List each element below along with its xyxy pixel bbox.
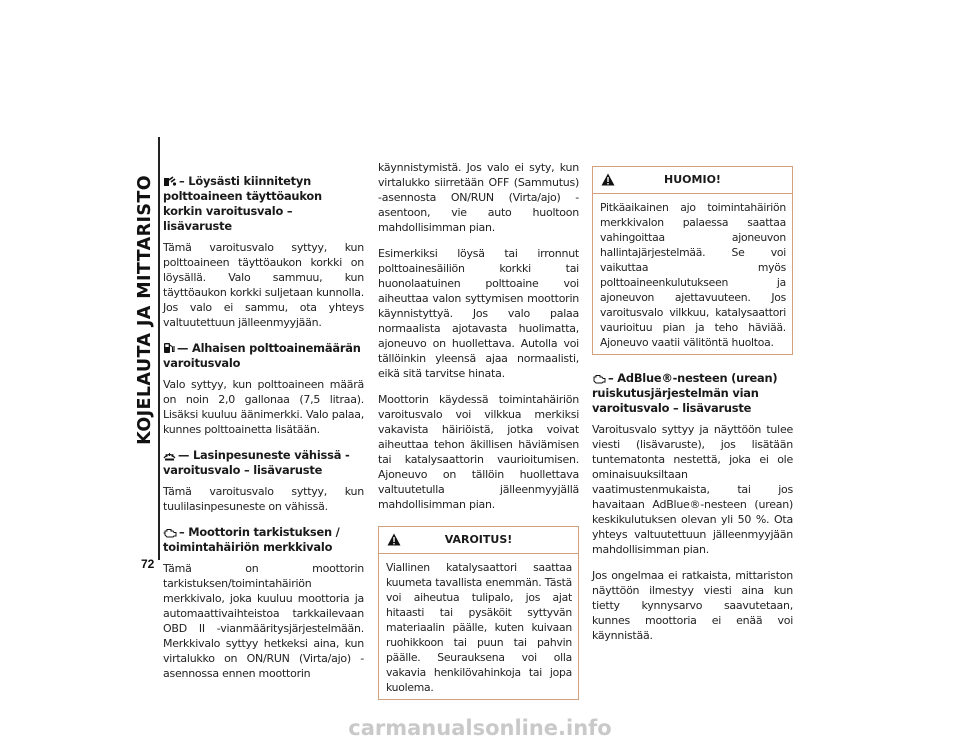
notice-title: HUOMIO! <box>664 173 721 186</box>
fuel-pump-icon <box>163 341 175 354</box>
section-heading: — Alhaisen polttoainemäärän varoitusvalo <box>163 341 361 370</box>
watermark: carmanualsonline.info <box>348 716 612 740</box>
section-body: Tämä on moottorin tarkistuksen/toimintahäiriön merkkivalo, joka kuuluu moottoria ja automaattivaihteistoa tarkkailevaan OBD II -vianmääritysjärjestelmään. Merkkivalo syttyy hetkeksi aina, kun virtalukko on ON/RUN (Virta/ajo) -asennossa ennen moottorin <box>163 562 364 680</box>
chapter-title: KOJELAUTA JA MITTARISTO <box>135 175 155 445</box>
section-heading: – Moottorin tarkistuksen / toimintahäiriön merkkivalo <box>163 525 340 554</box>
warning-header <box>379 527 578 554</box>
warning-box <box>378 526 579 700</box>
page-number: 72 <box>141 557 155 571</box>
column-right <box>592 174 793 654</box>
notice-text: Pitkäaikainen ajo toimintahäiriön merkkivalon palaessa saattaa vahingoittaa ajoneuvon hallintajärjestelmää. Se voi vaikuttaa myös polttoaineenkulutukseen ja ajoneuvon ajettavuuteen. Jos varoitusvalo vilkkuu, katalysaattori vaurioituu pian ja teho häviää. Ajoneuvo vaatii välitöntä huoltoa. <box>600 201 786 349</box>
notice-header <box>593 167 792 194</box>
caution-triangle-icon <box>601 173 615 186</box>
warning-triangle-icon <box>387 533 401 546</box>
section-body: Tämä varoitusvalo syttyy, kun polttoaineen täyttöaukon korkki on löysällä. Valo sammuu, kun täyttöaukon korkki suljetaan kunnolla. Jos valo ei sammu, ota yhteys valtuutettuun jälleenmyyjään. <box>163 241 364 329</box>
column-left <box>163 174 364 692</box>
paragraph: käynnistymistä. Jos valo ei syty, kun virtalukko siirretään OFF (Sammutus) -asennosta ON/RUN (Virta/ajo) -asentoon, vie auto huoltoon mahdollisimman pian. <box>378 161 579 234</box>
section-body: Valo syttyy, kun polttoaineen määrä on noin 2,0 gallonaa (7,5 litraa). Lisäksi kuuluu äänimerkki. Valo palaa, kunnes polttoainetta lisätään. <box>163 378 364 436</box>
chapter-sidebar <box>130 175 160 545</box>
column-middle <box>378 160 579 712</box>
paragraph: Esimerkiksi löysä tai irronnut polttoainesäiliön korkki tai huonolaatuinen polttoaine voi aiheuttaa valon syttymisen moottorin käynnistyttyä. Jos valo palaa normaalista ajotavasta huolimatta, ajoneuvo on huollettava. Autolla voi tällöinkin yleensä ajaa normaalisti, eikä sitä tarvitse hinata. <box>378 247 579 380</box>
section-body: Jos ongelmaa ei ratkaista, mittariston näyttöön ilmestyy viesti aina kun tietty kynnysarvo saavutetaan, kunnes moottoria ei enää voi käynnistää. <box>592 569 793 642</box>
section-heading: – Löysästi kiinnitetyn polttoaineen täyttöaukon korkin varoitusvalo – lisävaruste <box>163 174 322 233</box>
warning-title: VAROITUS! <box>444 533 513 546</box>
fuel-cap-icon <box>163 175 177 187</box>
warning-text: Viallinen katalysaattori saattaa kuumeta tavallista enemmän. Tästä voi aiheutua tulipalo, jos ajat hitaasti tai pysäköit syttyvän materiaalin päälle, kuten kuivaan ruohikkoon tai puun tai pahvin päälle. Seurauksena voi olla vakavia henkilövahinkoja tai jopa kuolema. <box>386 561 572 694</box>
engine-icon <box>163 528 177 538</box>
sidebar-divider <box>158 137 160 560</box>
section-heading: — Lasinpesuneste vähissä -varoitusvalo – lisävaruste <box>163 448 350 477</box>
adblue-icon <box>592 374 606 384</box>
washer-fluid-icon <box>163 450 176 461</box>
notice-box <box>592 166 793 355</box>
section-body: Tämä varoitusvalo syttyy, kun tuulilasinpesuneste on vähissä. <box>163 485 364 513</box>
paragraph: Moottorin käydessä toimintahäiriön varoitusvalo voi vilkkua merkiksi vakavista häiriöistä, jotka voivat aiheuttaa tehon äkillisen häviämisen tai katalysaattorin vaurioitumisen. Ajoneuvo on tällöin huollettava valtuutetulla jälleenmyyjällä mahdollisimman pian. <box>378 393 579 511</box>
section-heading: – AdBlue®-nesteen (urean) ruiskutusjärjestelmän vian varoitusvalo – lisävaruste <box>592 371 778 415</box>
section-body: Varoitusvalo syttyy ja näyttöön tulee viesti (lisävaruste), jos lisätään tuntematonta nestettä, joka ei ole ominaisuuksiltaan vaatimustenmukaista, tai jos havaitaan AdBlue®-nesteen (urean) keskikulutuksen olevan yli 50 %. Ota yhteys valtuutettuun jälleenmyyjään mahdollisimman pian. <box>592 423 793 556</box>
